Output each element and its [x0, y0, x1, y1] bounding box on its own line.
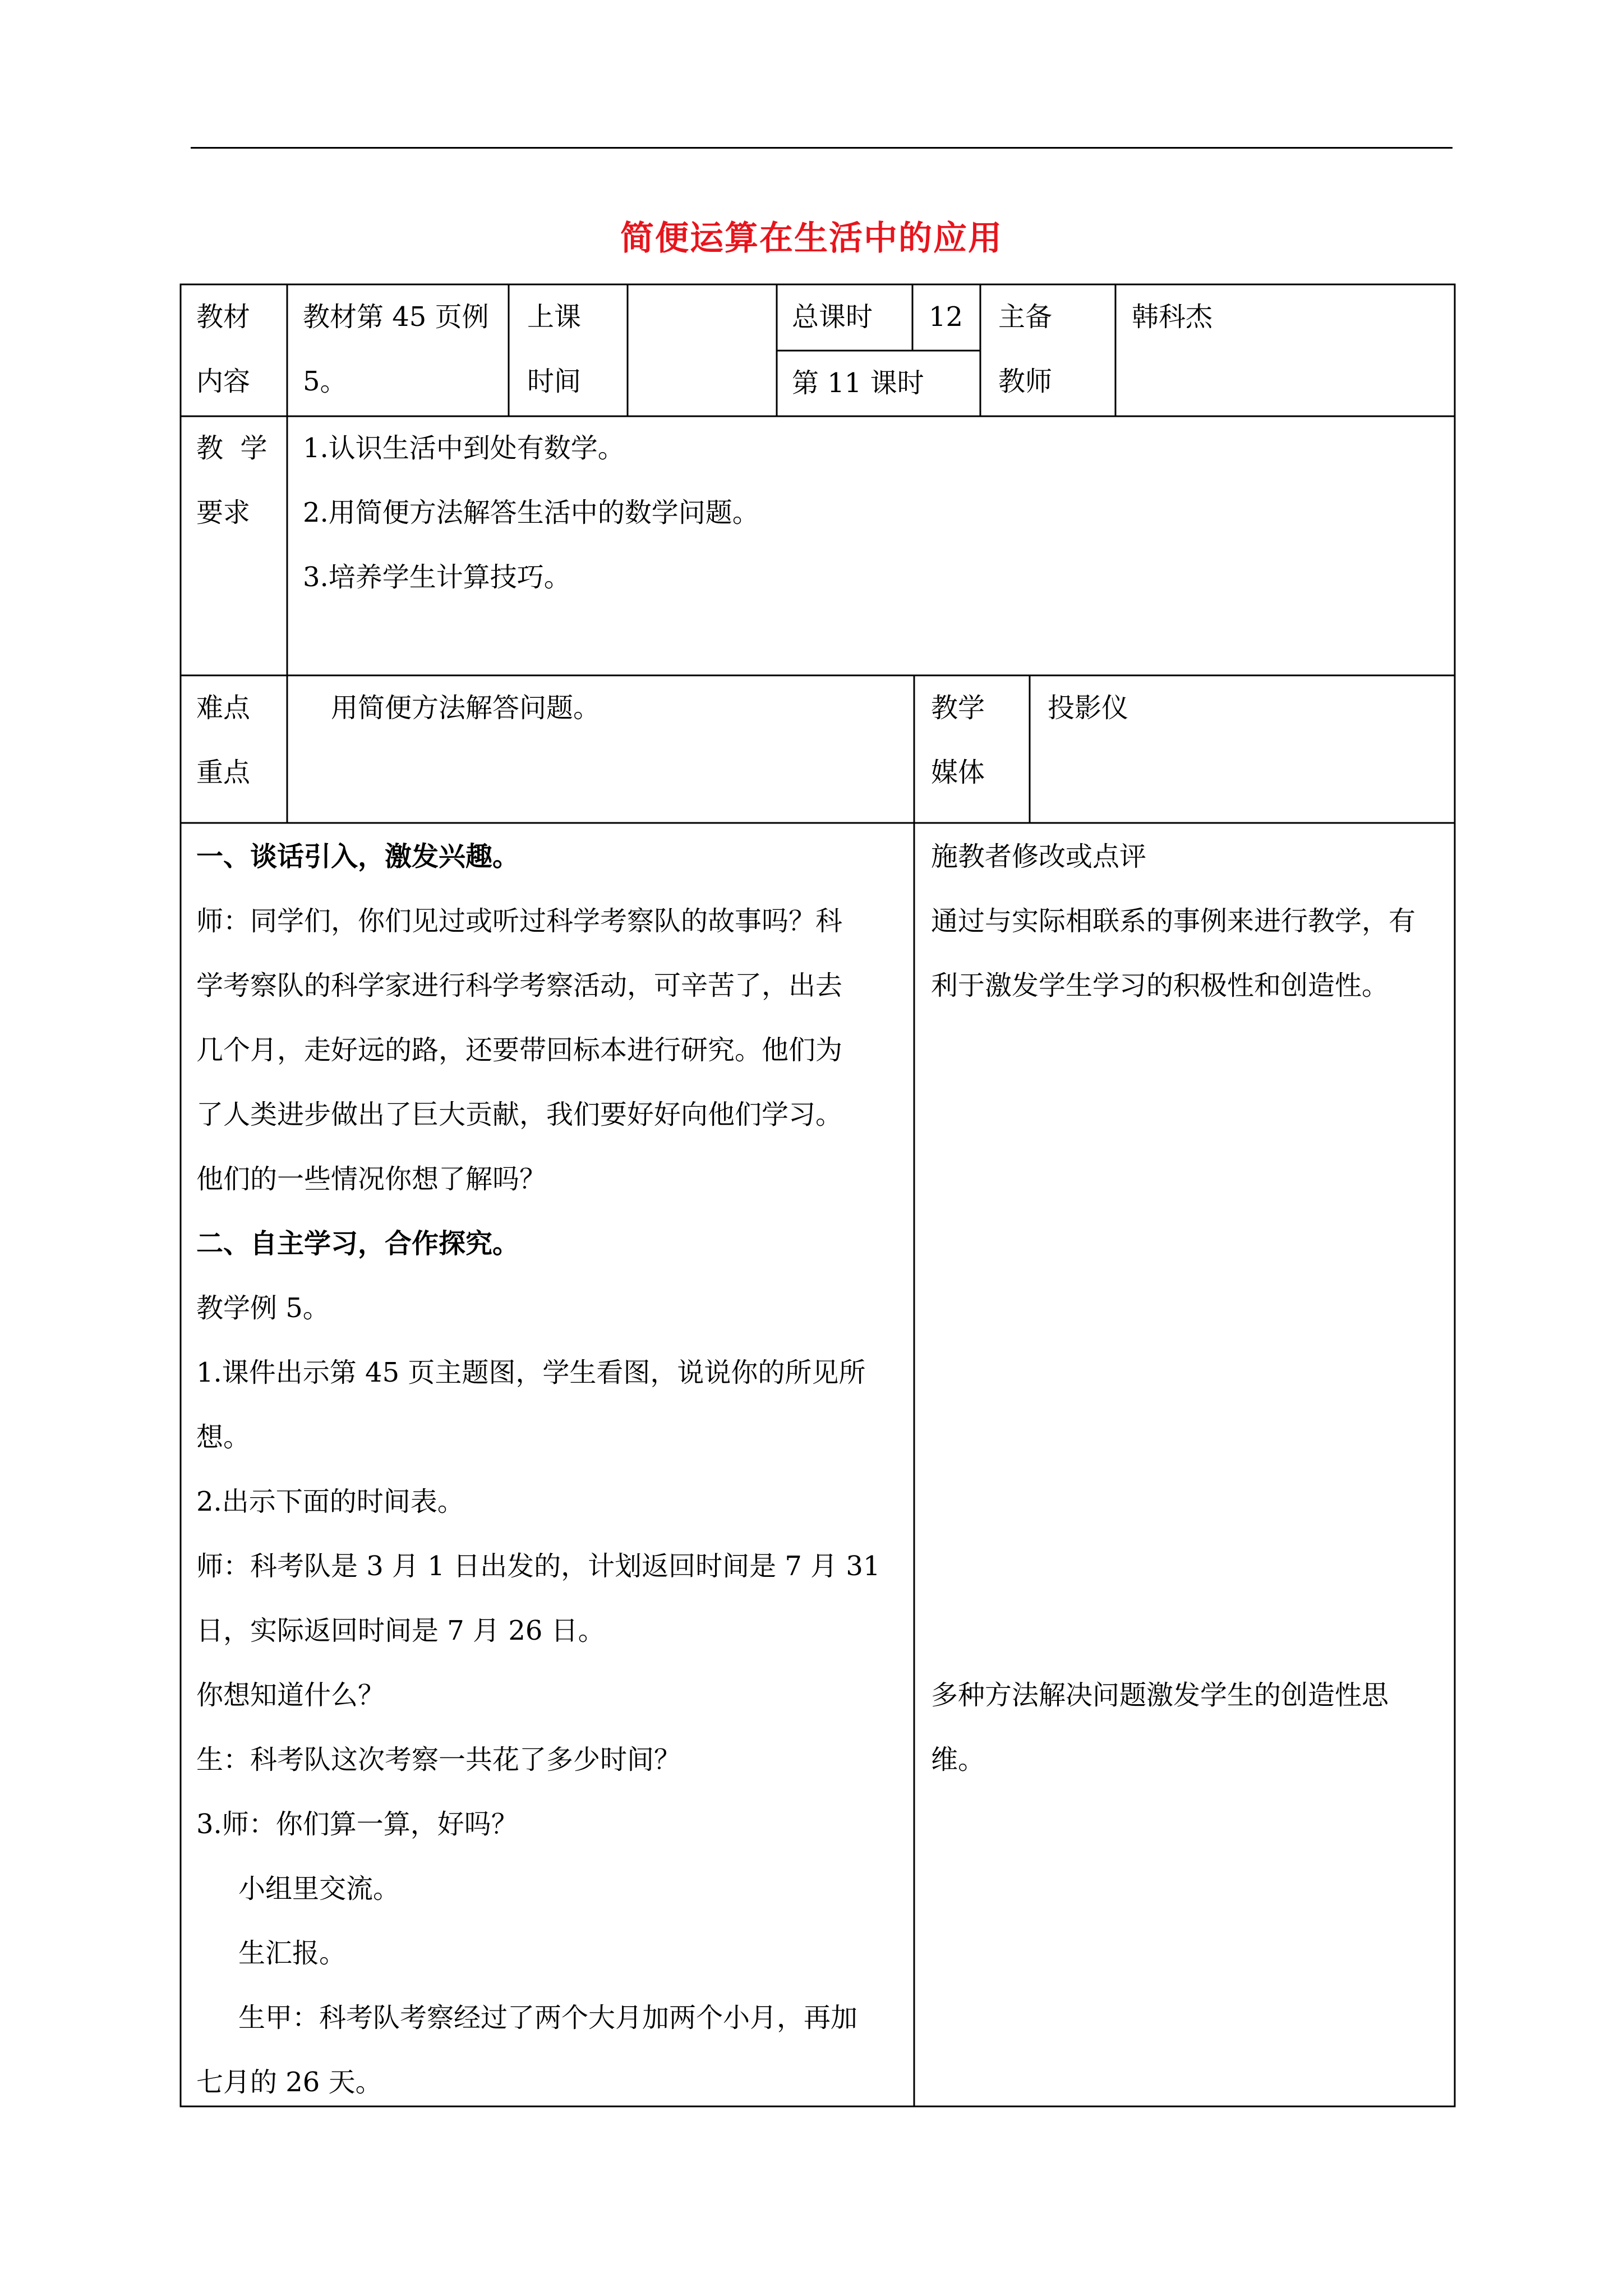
body-line: 小组里交流。	[238, 1873, 400, 1904]
teacher-name: 韩科杰	[1132, 301, 1213, 333]
body-line: 他们的一些情况你想了解吗？	[196, 1163, 547, 1195]
difficulty-label-line2: 重点	[196, 757, 251, 788]
media-label-line2: 媒体	[931, 757, 985, 788]
media-value: 投影仪	[1048, 692, 1129, 724]
section-heading: 二、自主学习，合作探究。	[196, 1228, 520, 1259]
material-label-line2: 内容	[196, 366, 251, 397]
document-title: 简便运算在生活中的应用	[620, 219, 1003, 258]
body-line: 学考察队的科学家进行科学考察活动，可辛苦了，出去	[196, 970, 843, 1001]
class-time-label-line1: 上课	[527, 301, 582, 333]
requirement-item: 2.用简便方法解答生活中的数学问题。	[303, 497, 759, 528]
requirement-item: 3.培养学生计算技巧。	[303, 562, 571, 593]
teacher-label-line2: 教师	[998, 366, 1053, 397]
body-line: 2.出示下面的时间表。	[196, 1486, 464, 1517]
comment-line: 利于激发学生学习的积极性和创造性。	[931, 970, 1389, 1001]
body-line: 3.师：你们算一算，好吗？	[196, 1809, 518, 1840]
requirement-item: 1.认识生活中到处有数学。	[303, 432, 625, 464]
comment-line: 维。	[931, 1744, 985, 1775]
class-time-label-line2: 时间	[527, 366, 582, 397]
requirements-label-line1: 教 学	[196, 432, 268, 464]
body-line: 七月的 26 天。	[196, 2067, 382, 2098]
media-label-line1: 教学	[931, 692, 985, 724]
requirements-label-line2: 要求	[196, 497, 251, 528]
teacher-label-line1: 主备	[998, 301, 1053, 333]
body-line: 你想知道什么？	[196, 1680, 385, 1711]
difficulty-value: 用简便方法解答问题。	[331, 692, 601, 724]
material-value-line2: 5。	[303, 366, 347, 397]
body-line: 想。	[196, 1421, 251, 1453]
body-line: 师：同学们，你们见过或听过科学考察队的故事吗？科	[196, 905, 843, 937]
body-line: 几个月，走好远的路，还要带回标本进行研究。他们为	[196, 1034, 843, 1066]
total-hours-value: 12	[929, 301, 963, 333]
body-line: 生汇报。	[238, 1938, 347, 1969]
body-line: 教学例 5。	[196, 1292, 330, 1324]
material-value-line1: 教材第 45 页例	[303, 301, 489, 333]
section-heading: 一、谈话引入，激发兴趣。	[196, 841, 520, 872]
total-hours-label: 总课时	[792, 301, 873, 333]
body-line: 生甲：科考队考察经过了两个大月加两个小月，再加	[238, 2002, 858, 2033]
body-line: 师：科考队是 3 月 1 日出发的，计划返回时间是 7 月 31	[196, 1550, 880, 1582]
body-line: 日，实际返回时间是 7 月 26 日。	[196, 1615, 605, 1646]
body-line: 了人类进步做出了巨大贡献，我们要好好向他们学习。	[196, 1099, 843, 1130]
comment-line: 多种方法解决问题激发学生的创造性思	[931, 1680, 1389, 1711]
comment-line: 通过与实际相联系的事例来进行教学，有	[931, 905, 1416, 937]
lesson-number: 第 11 课时	[792, 367, 924, 399]
material-label-line1: 教材	[196, 301, 251, 333]
body-line: 1.课件出示第 45 页主题图，学生看图，说说你的所见所	[196, 1357, 866, 1388]
comments-header: 施教者修改或点评	[931, 841, 1147, 872]
difficulty-label-line1: 难点	[196, 692, 251, 724]
body-line: 生：科考队这次考察一共花了多少时间？	[196, 1744, 681, 1775]
